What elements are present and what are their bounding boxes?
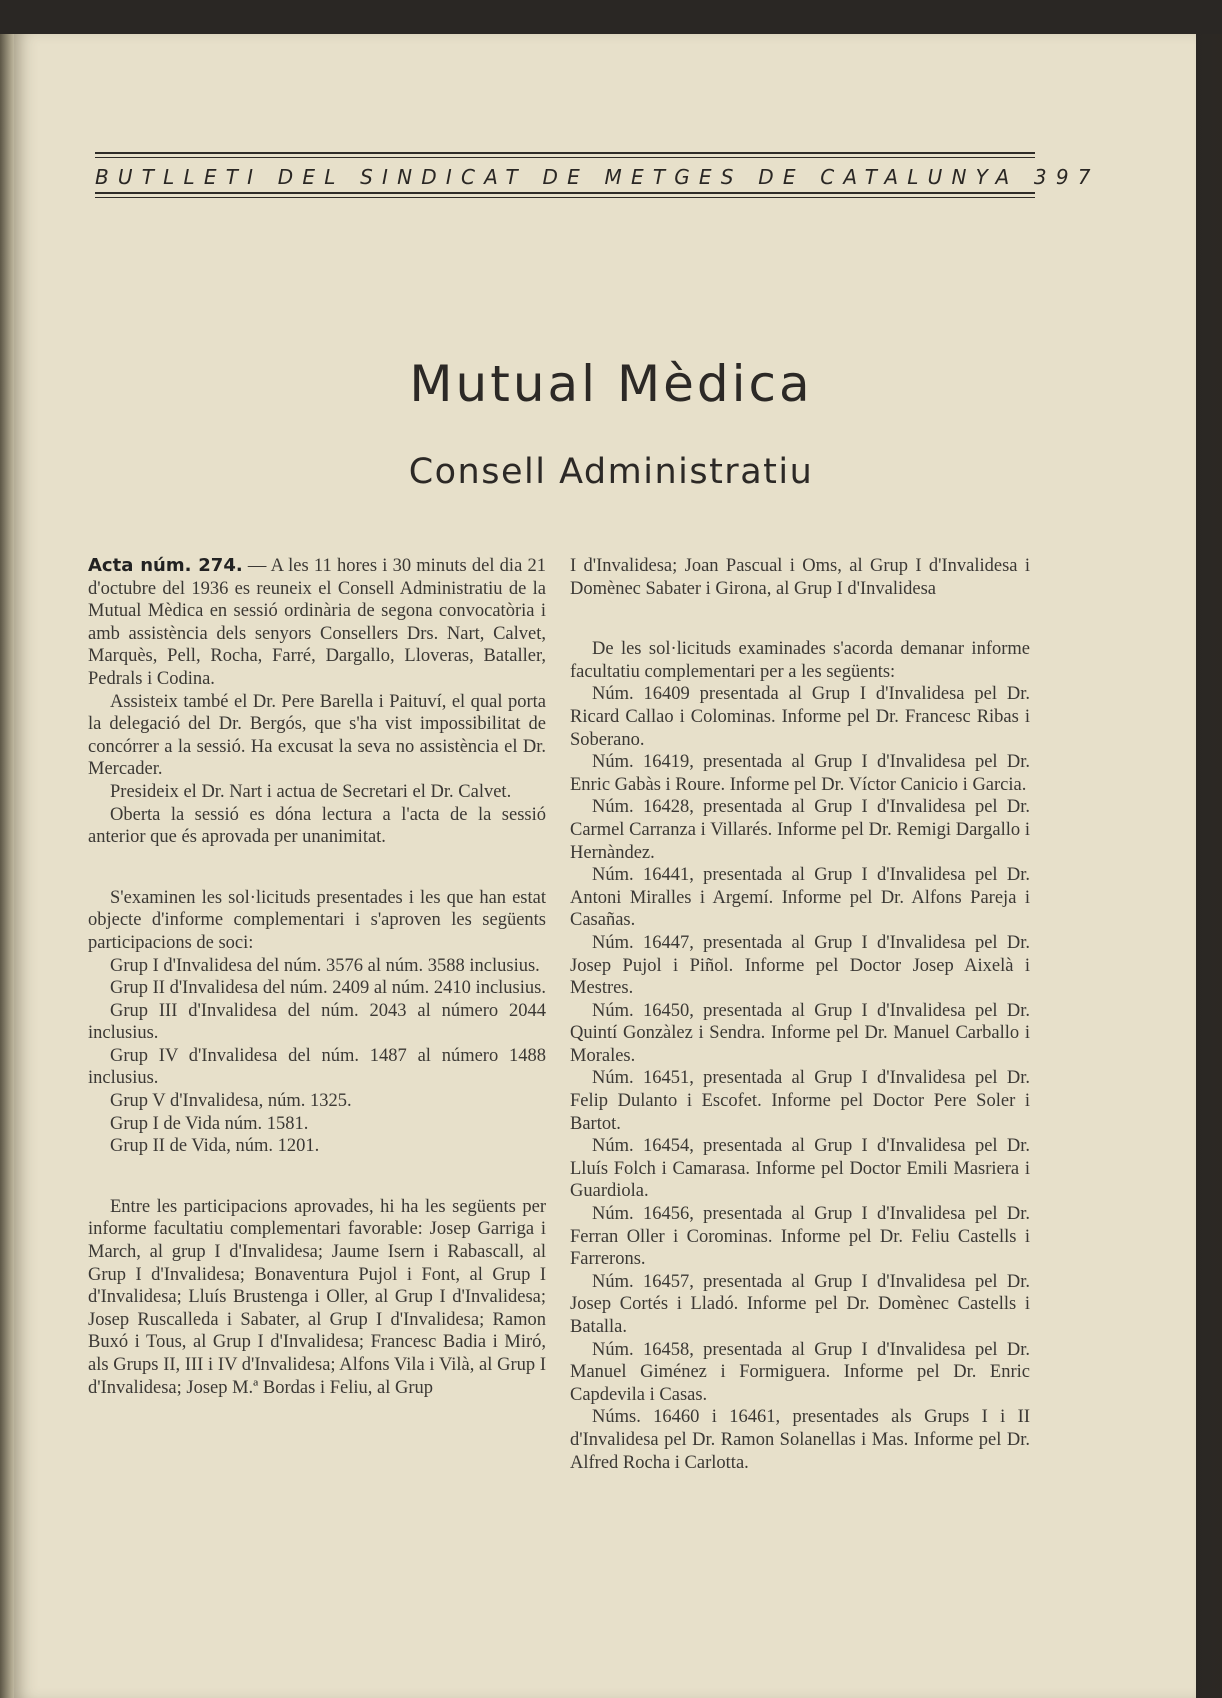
left-paragraph-5: S'examinen les sol·licituds presentades i les que han estat objecte d'informe complementari i s'aproven les següents participacions de soci:	[88, 887, 546, 953]
running-header	[95, 152, 1100, 198]
request-item: Núm. 16409 presentada al Grup I d'Invalidesa pel Dr. Ricard Callao i Colominas. Informe pel Dr. Francesc Ribas i Soberano.	[570, 684, 1030, 750]
page-edge-shade	[1192, 34, 1222, 1698]
request-item: Núm. 16428, presentada al Grup I d'Invalidesa pel Dr. Carmel Carranza i Villarés. Informe pel Dr. Remigi Dargallo i Hernàndez.	[570, 797, 1030, 863]
group-item: Grup III d'Invalidesa del núm. 2043 al número 2044 inclusius.	[88, 1000, 546, 1044]
request-item: Núm. 16456, presentada al Grup I d'Invalidesa pel Dr. Ferran Oller i Corominas. Informe pel Dr. Feliu Castells i Farrerons.	[570, 1204, 1030, 1270]
left-paragraph-1	[88, 555, 546, 691]
group-item: Grup I d'Invalidesa del núm. 3576 al núm. 3588 inclusius.	[110, 955, 540, 976]
header-rule-bottom-thin	[95, 197, 1035, 198]
article-subtitle: Consell Administratiu	[408, 452, 814, 492]
left-paragraph-6: Entre les participacions aprovades, hi ha les següents per informe facultatiu complementari favorable: Josep Garriga i March, al grup I d'Invalidesa; Jaume Isern i Rabascall, al Grup I d'Invalidesa; Bonaventura Pujol i Font, al Grup I d'Invalidesa; Lluís Brustenga i Oller, al Grup I d'Invalidesa; Josep Ruscalleda i Sabater, al Grup I d'Invalidesa; Ramon Buxó i Tous, al Grup I d'Invalidesa; Francesc Badia i Miró, als Grups II, III i IV d'Invalidesa; Alfons Vila i Vilà, al Grup I d'Invalidesa; Josep M.ª Bordas i Feliu, al Grup	[88, 1196, 546, 1398]
group-item: Grup I de Vida núm. 1581.	[110, 1113, 309, 1134]
request-item: Núm. 16441, presentada al Grup I d'Invalidesa pel Dr. Antoni Miralles i Argemí. Informe pel Dr. Alfons Pareja i Casañas.	[570, 865, 1030, 931]
article-title: Mutual Mèdica	[409, 355, 813, 413]
group-item: Grup II de Vida, núm. 1201.	[110, 1136, 320, 1157]
left-column	[88, 555, 546, 1399]
request-item: Núm. 16454, presentada al Grup I d'Invalidesa pel Dr. Lluís Folch i Camarasa. Informe pel Doctor Emili Masriera i Guardiola.	[570, 1136, 1030, 1202]
header-rule-bottom	[95, 192, 1035, 194]
right-paragraph-1: I d'Invalidesa; Joan Pascual i Oms, al Grup I d'Invalidesa i Domènec Sabater i Girona, al Grup I d'Invalidesa	[570, 556, 1030, 599]
group-item: Grup V d'Invalidesa, núm. 1325.	[110, 1091, 352, 1112]
left-paragraph-3: Presideix el Dr. Nart i actua de Secretari el Dr. Calvet.	[110, 781, 512, 802]
left-paragraph-4: Oberta la sessió es dóna lectura a l'acta de la sessió anterior que és aprovada per unanimitat.	[88, 804, 546, 848]
request-item: Núms. 16460 i 16461, presentades als Grups I i II d'Invalidesa pel Dr. Ramon Solanellas i Mas. Informe pel Dr. Alfred Rocha i Carlotta.	[570, 1407, 1030, 1473]
request-item: Núm. 16458, presentada al Grup I d'Invalidesa pel Dr. Manuel Giménez i Formiguera. Informe pel Dr. Enric Capdevila i Casas.	[570, 1339, 1030, 1405]
request-item: Núm. 16447, presentada al Grup I d'Invalidesa pel Dr. Josep Pujol i Piñol. Informe pel Doctor Josep Aixelà i Mestres.	[570, 932, 1030, 999]
group-item: Grup II d'Invalidesa del núm. 2409 al núm. 2410 inclusius.	[110, 978, 546, 999]
acta-label: Acta núm. 274.	[88, 555, 243, 576]
group-item: Grup IV d'Invalidesa del núm. 1487 al número 1488 inclusius.	[88, 1045, 546, 1089]
header-rule-top	[95, 152, 1035, 154]
right-column	[570, 555, 1030, 1474]
request-item: Núm. 16451, presentada al Grup I d'Invalidesa pel Dr. Felip Dulanto i Escofet. Informe pel Doctor Pere Soler i Bartot.	[570, 1068, 1030, 1134]
running-title: BUTLLETI DEL SINDICAT DE METGES DE CATALUNYA	[95, 165, 1019, 189]
running-header-text	[95, 158, 1100, 192]
right-paragraph-2: De les sol·licituds examinades s'acorda demanar informe facultatiu complementari per a les següents:	[570, 639, 1030, 682]
request-item: Núm. 16419, presentada al Grup I d'Invalidesa pel Dr. Enric Gabàs i Roure. Informe pel Dr. Víctor Canicio i Garcia.	[570, 752, 1030, 795]
acta-text: — A les 11 hores i 30 minuts del dia 21 d'octubre del 1936 es reuneix el Consell Administratiu de la Mutual Mèdica en sessió ordinària de segona convocatòria i amb assistència dels senyors Consellers Drs. Nart, Calvet, Marquès, Pell, Rocha, Farré, Dargallo, Lloveras, Bataller, Pedrals i Codina.	[88, 556, 546, 689]
request-item: Núm. 16450, presentada al Grup I d'Invalidesa pel Dr. Quintí Gonzàlez i Sendra. Informe pel Dr. Manuel Carballo i Morales.	[570, 1000, 1030, 1066]
page-number: 397	[1033, 165, 1100, 189]
left-paragraph-2: Assisteix també el Dr. Pere Barella i Paituví, el qual porta la delegació del Dr. Bergós, que s'ha vist impossibilitat de concórrer a la sessió. Ha excusat la seva no assistència el Dr. Mercader.	[88, 691, 546, 780]
request-item: Núm. 16457, presentada al Grup I d'Invalidesa pel Dr. Josep Cortés i Lladó. Informe pel Dr. Domènec Castells i Batalla.	[570, 1271, 1030, 1337]
